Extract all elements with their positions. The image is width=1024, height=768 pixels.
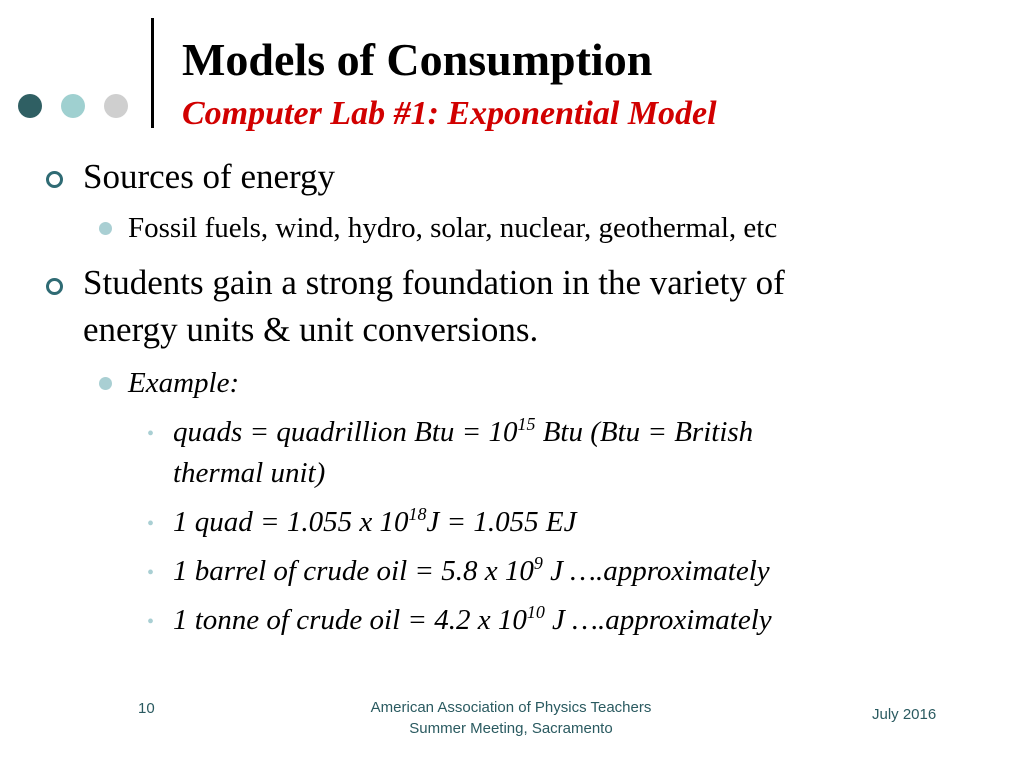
- page-number: 10: [138, 700, 155, 717]
- footer-date: July 2016: [872, 706, 937, 723]
- bullet-students-gain-line1: Students gain a strong foundation in the variety of: [83, 263, 785, 302]
- example-quads-line2: thermal unit): [173, 457, 326, 489]
- footer-org-line2: Summer Meeting, Sacramento: [409, 720, 613, 737]
- dot-grey-icon: [104, 94, 128, 118]
- footer-org-line1: American Association of Physics Teachers: [370, 699, 652, 716]
- footer-organization: [330, 697, 692, 739]
- example-quad-joules: [173, 502, 933, 542]
- example-quads-tail: Btu (Btu = British: [535, 416, 754, 448]
- bullet-ring-icon: [46, 171, 63, 188]
- bullet-ring-icon: [46, 278, 63, 295]
- example-barrel: [173, 551, 933, 591]
- bullet-dot-icon: [99, 222, 112, 235]
- example-barrel-tail: J ….approximately: [542, 555, 770, 587]
- sub-bullet-icon: •: [147, 513, 155, 535]
- bullet-sources-of-energy: Sources of energy: [83, 157, 336, 196]
- example-tonne-text: 1 tonne of crude oil = 4.2 x 10: [173, 604, 527, 636]
- example-quads-exponent: 15: [517, 414, 536, 435]
- example-quads: [173, 412, 933, 452]
- slide-title: Models of Consumption: [182, 34, 653, 85]
- example-tonne: [173, 600, 933, 640]
- title-divider: [151, 18, 154, 128]
- sub-bullet-icon: •: [147, 611, 155, 633]
- example-quad-text: 1 quad = 1.055 x 10: [173, 506, 409, 538]
- dot-dark-icon: [18, 94, 42, 118]
- slide-subtitle: Computer Lab #1: Exponential Model: [182, 95, 717, 132]
- subbullet-energy-sources: Fossil fuels, wind, hydro, solar, nuclear, geothermal, etc: [128, 212, 778, 244]
- example-tonne-exponent: 10: [526, 602, 545, 623]
- bullet-students-gain-line2: energy units & unit conversions.: [83, 310, 539, 349]
- bullet-dot-icon: [99, 377, 112, 390]
- sub-bullet-icon: •: [147, 562, 155, 584]
- dot-light-icon: [61, 94, 85, 118]
- example-barrel-exponent: 9: [533, 553, 543, 574]
- example-tonne-tail: J ….approximately: [544, 604, 772, 636]
- example-barrel-text: 1 barrel of crude oil = 5.8 x 10: [173, 555, 534, 587]
- example-quad-tail: J = 1.055 EJ: [426, 506, 577, 538]
- example-quad-exponent: 18: [408, 504, 427, 525]
- sub-bullet-icon: •: [147, 423, 155, 445]
- example-quads-text: quads = quadrillion Btu = 10: [173, 416, 518, 448]
- subbullet-example: Example:: [128, 367, 240, 399]
